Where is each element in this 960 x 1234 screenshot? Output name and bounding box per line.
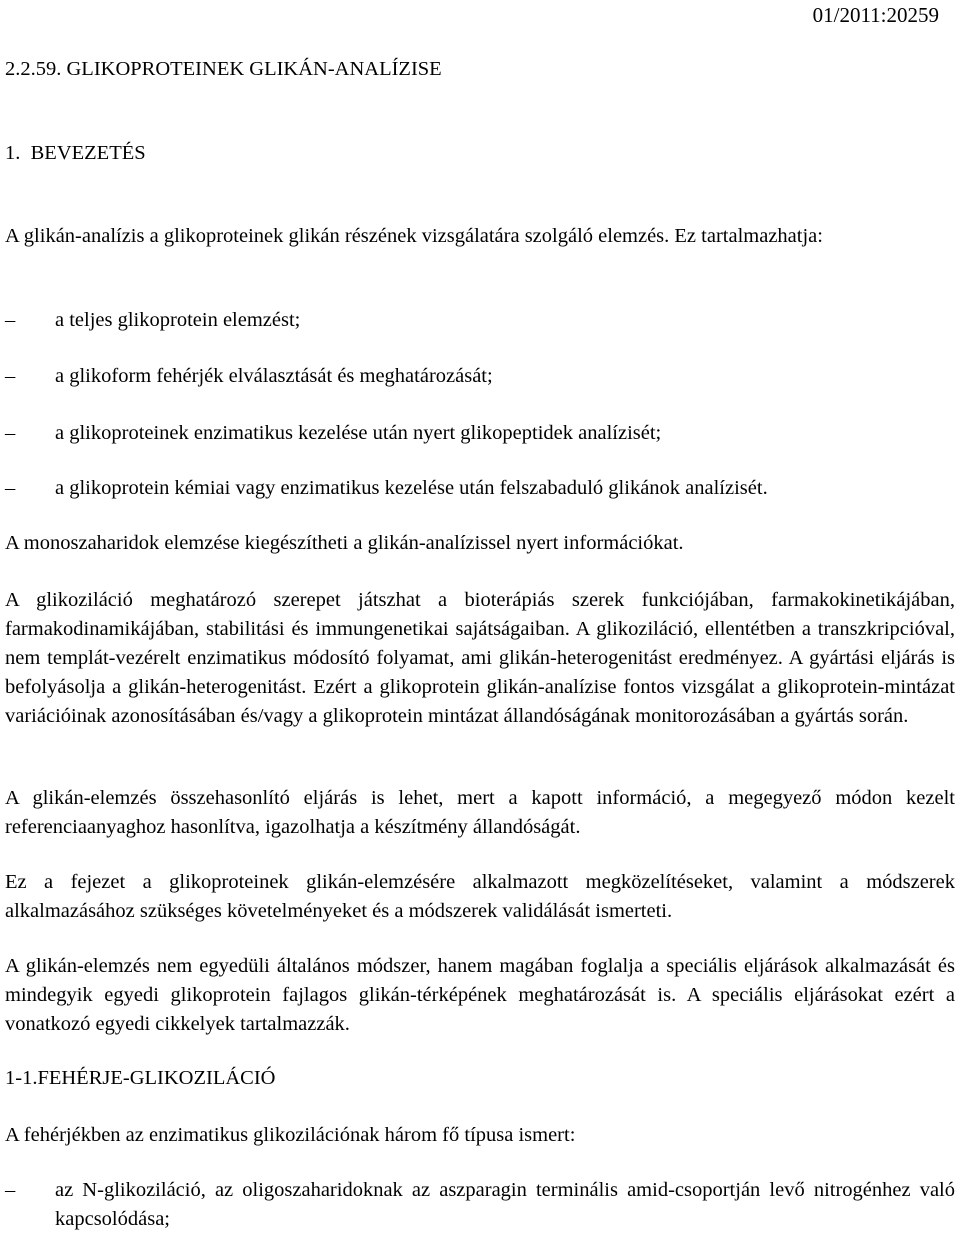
list-item-text: a teljes glikoprotein elemzést; (55, 309, 301, 331)
page-reference: 01/2011:20259 (812, 3, 939, 27)
paragraph: A glikoziláció meghatározó szerepet játszhat a bioterápiás szerek funkciójában, farmakokinetikájában, farmakodinamikájában, stabilitási és immungenetikai sajátságaiban. A glikoziláció, ellentétben a transzkripcióval, nem templát-vezérelt enzimatikus módosító folyamat, ami glikán-heterogenitást eredményez. A gyártási eljárás is befolyásolja a glikán-heterogenitást. Ezért a glikoprotein glikán-analízise fontos vizsgálat a glikoprotein-mintázat variációinak azonosításában és/vagy a glikoprotein mintázat állandóságának monitorozásában a gyártás során. (5, 589, 955, 727)
bullet-dash: – (5, 1179, 16, 1201)
chapter-title: 2.2.59. GLIKOPROTEINEK GLIKÁN-ANALÍZISE (5, 58, 442, 80)
list-item (5, 1176, 955, 1234)
list-item (5, 474, 955, 503)
paragraph: Ez a fejezet a glikoproteinek glikán-elemzésére alkalmazott megközelítéseket, valamint a módszerek alkalmazásához szükséges követelményeket és a módszerek validálását ismerteti. (5, 871, 955, 922)
bullet-dash: – (5, 422, 16, 444)
list-item-text: a glikoprotein kémiai vagy enzimatikus kezelése után felszabaduló glikánok analízisét. (55, 477, 768, 499)
list-item (5, 362, 955, 391)
section-heading-introduction: 1. BEVEZETÉS (5, 142, 146, 164)
list-item-text: a glikoproteinek enzimatikus kezelése után nyert glikopeptidek analízisét; (55, 422, 662, 444)
list-item-text: a glikoform fehérjék elválasztását és meghatározását; (55, 365, 493, 387)
bullet-dash: – (5, 477, 16, 499)
bullet-dash: – (5, 365, 16, 387)
list-item (5, 306, 955, 335)
list-item-text: az N-glikoziláció, az oligoszaharidoknak az aszparagin terminális amid-csoportján levő nitrogénhez való kapcsolódása; (55, 1179, 955, 1230)
paragraph: A fehérjékben az enzimatikus glikozilációnak három fő típusa ismert: (5, 1124, 576, 1146)
paragraph: A monoszaharidok elemzése kiegészítheti a glikán-analízissel nyert információkat. (5, 532, 684, 554)
intro-paragraph: A glikán-analízis a glikoproteinek glikán részének vizsgálatára szolgáló elemzés. Ez tartalmazhatja: (5, 225, 823, 247)
section-heading-protein-glycosylation: 1-1.FEHÉRJE-GLIKOZILÁCIÓ (5, 1067, 276, 1089)
bullet-dash: – (5, 309, 16, 331)
paragraph: A glikán-elemzés összehasonlító eljárás is lehet, mert a kapott információ, a megegyező módon kezelt referenciaanyaghoz hasonlítva, igazolhatja a készítmény állandóságát. (5, 787, 955, 838)
paragraph: A glikán-elemzés nem egyedüli általános módszer, hanem magában foglalja a speciális eljárások alkalmazását és mindegyik egyedi glikoprotein fajlagos glikán-térképének meghatározását is. A speciális eljárásokat ezért a vonatkozó egyedi cikkelyek tartalmazzák. (5, 955, 955, 1035)
list-item (5, 419, 955, 448)
